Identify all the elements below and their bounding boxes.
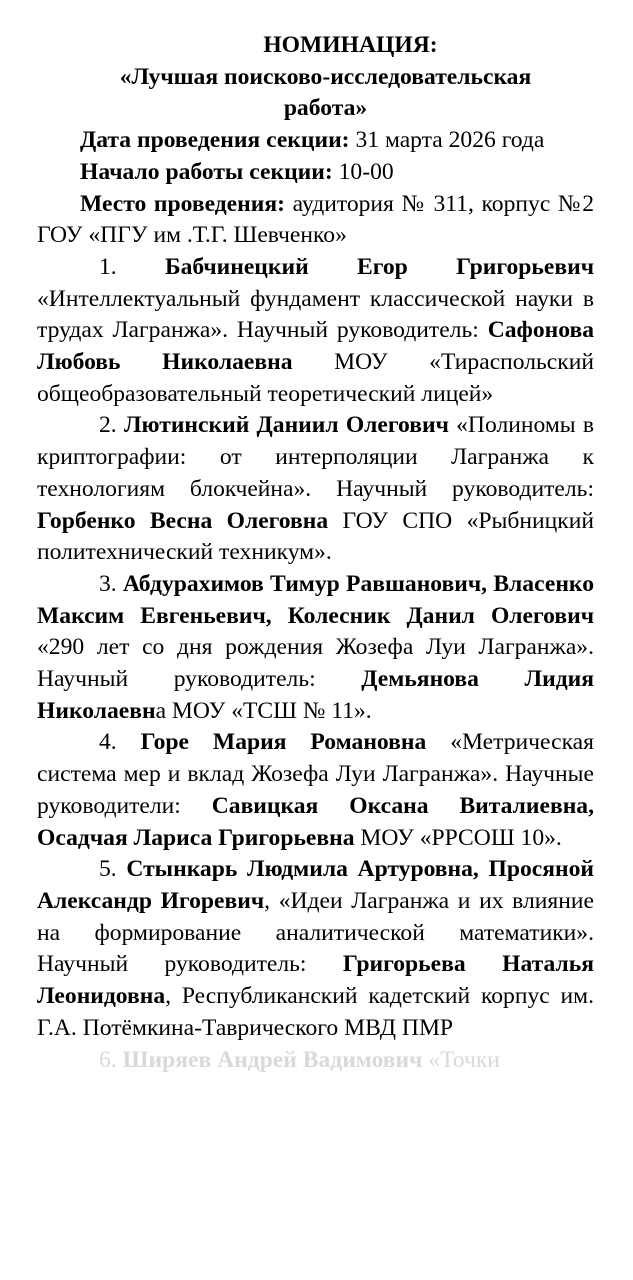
item-institution: а МОУ «ТСШ № 11».: [155, 697, 372, 724]
place-label: Место проведения:: [80, 190, 285, 217]
date-value: 31 марта 2026 года: [349, 127, 545, 154]
list-item: [37, 727, 594, 854]
item-number: 5.: [99, 856, 127, 883]
place-value: аудитория № 311, корпус №2 ГОУ «ПГУ им .Т.Г. Шевченко»: [37, 190, 594, 249]
list-item-partial: [37, 1045, 594, 1077]
item-supervisor: Горбенко Весна Олеговна: [37, 507, 329, 534]
item-text: , «Идеи Лагранжа и их влияние на формирование аналитической математики». Научный руководитель:: [37, 887, 594, 978]
list-item: [37, 854, 594, 1044]
nomination-title-line1: «Лучшая поисково-исследовательская: [119, 63, 532, 90]
start-value: 10-00: [332, 158, 394, 185]
item-author: Лютинский Даниил Олегович: [123, 412, 449, 439]
list-item: [37, 569, 594, 728]
item-author: Ширяев Андрей Вадимович: [122, 1046, 423, 1073]
date-label: Дата проведения секции:: [80, 127, 350, 154]
item-author: Горе Мария Романовна: [140, 729, 427, 756]
list-item: [37, 410, 594, 569]
item-text: «Точки: [422, 1046, 500, 1073]
item-number: 3.: [99, 570, 123, 597]
item-institution: МОУ «РРСОШ 10».: [354, 824, 562, 851]
item-number: 1.: [99, 253, 166, 280]
item-author: Абдурахимов Тимур Равшанович, Власенко Максим Евгеньевич, Колесник Данил Олегович: [37, 570, 594, 629]
section-heading: НОМИНАЦИЯ:: [263, 32, 438, 58]
item-institution: МОУ «Тираспольский общеобразовательный теоретический лицей»: [37, 349, 594, 407]
start-paragraph: [37, 157, 594, 189]
nomination-title-line2: работа»: [283, 95, 368, 122]
item-text: «290 лет со дня рождения Жозефа Луи Лагранжа». Научный руководитель:: [37, 634, 594, 693]
item-number: 6.: [99, 1046, 123, 1073]
item-institution: , Республиканский кадетский корпус им. Г.А. Потёмкина-Таврического МВД ПМР: [37, 983, 594, 1041]
item-supervisor: Савицкая Оксана Виталиевна, Осадчая Лариса Григорьевна: [37, 792, 594, 851]
item-number: 4.: [99, 729, 141, 756]
start-label: Начало работы секции:: [80, 158, 333, 185]
date-paragraph: [37, 125, 594, 157]
item-supervisor: Григорьева Наталья Леонидовна: [37, 951, 594, 1010]
document-page: [37, 30, 594, 1076]
item-text: «Полиномы в криптографии: от интерполяции Лагранжа к технологиям блокчейна». Научный руководитель:: [37, 412, 594, 502]
item-text: «Метрическая система мер и вклад Жозефа Луи Лагранжа». Научные руководители:: [37, 729, 595, 819]
item-supervisor: Демьянова Лидия Николаевн: [37, 666, 594, 724]
item-author: Стынкарь Людмила Артуровна, Просяной Александр Игоревич: [37, 856, 594, 914]
item-institution: ГОУ СПО «Рыбницкий политехнический техникум».: [37, 507, 594, 566]
list-item: [37, 252, 594, 411]
place-paragraph: [37, 189, 594, 252]
item-supervisor: Сафонова Любовь Николаевна: [37, 317, 594, 376]
item-number: 2.: [99, 412, 124, 439]
item-author: Бабчинецкий Егор Григорьевич: [165, 253, 594, 280]
item-text: «Интеллектуальный фундамент классической науки в трудах Лагранжа». Научный руководитель:: [37, 285, 594, 344]
